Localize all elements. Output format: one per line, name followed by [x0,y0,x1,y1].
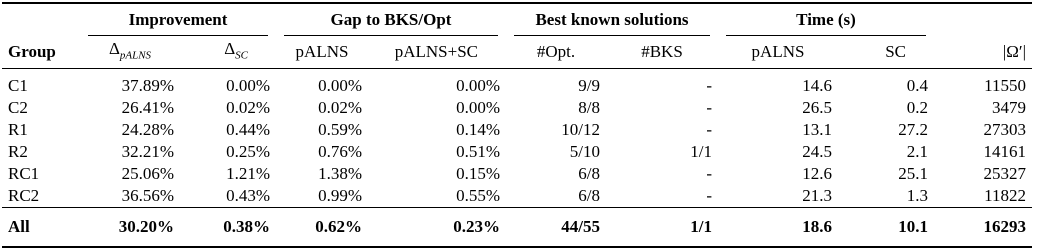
cell-delta-palns: 32.21% [121,142,174,162]
cell-time-sc: 1.3 [906,186,928,206]
cell-delta-palns: 36.56% [121,186,174,206]
cell-delta-sc: 0.00% [226,76,270,96]
gap-palns-sc-header: pALNS+SC [368,36,506,69]
time-palns-header: pALNS [718,36,838,69]
cell-time-palns: 24.5 [802,142,832,162]
cell-gap-palns-sc: 0.00% [456,76,500,96]
cell-group: C2 [8,98,28,118]
cell-gap-palns: 0.00% [318,76,362,96]
gap-palns-header: pALNS [276,36,368,69]
cell-omega: 14161 [983,142,1026,162]
time-sc-header: SC [838,36,934,69]
cell-delta-palns: 25.06% [121,164,174,184]
cell-bks: - [706,164,712,184]
cell-bks: 1/1 [606,208,718,248]
opt-header: #Opt. [506,36,606,69]
cell-group: C1 [8,76,28,96]
cell-group: R2 [8,142,28,162]
cell-bks: 1/1 [690,142,712,162]
cell-group: RC2 [8,186,40,206]
cell-bks: - [706,98,712,118]
gap-header: Gap to BKS/Opt [276,3,506,36]
cell-opt: 8/8 [578,98,600,118]
group-header-row [2,3,1032,36]
cell-time-sc: 0.4 [906,76,928,96]
cell-opt: 6/8 [578,186,600,206]
bks-header: #BKS [606,36,718,69]
cell-gap-palns-sc: 0.00% [456,98,500,118]
improvement-header: Improvement [80,3,276,36]
table-row [2,163,1032,185]
cell-time-palns: 26.5 [802,98,832,118]
group-column-header: Group [2,36,80,69]
cell-time-palns: 21.3 [802,186,832,206]
delta-palns-header: $\Delta_{pALNS}$ [80,36,180,69]
cell-time-palns: 12.6 [802,164,832,184]
cell-bks: - [706,186,712,206]
cell-gap-palns: 0.62% [276,208,368,248]
cell-opt: 5/10 [569,142,600,162]
cell-gap-palns: 0.02% [318,98,362,118]
cell-delta-palns: 37.89% [121,76,174,96]
cell-group: All [2,208,80,248]
cell-gap-palns-sc: 0.51% [456,142,500,162]
table-row [2,97,1032,119]
table-body [2,69,1032,208]
cell-time-palns: 18.6 [718,208,838,248]
omega-header: |Ω′| [934,36,1032,69]
table-row [2,69,1032,98]
cell-opt: 10/12 [561,120,600,140]
cell-omega: 25327 [983,164,1026,184]
cell-delta-palns: 24.28% [121,120,174,140]
cell-time-sc: 10.1 [838,208,934,248]
cell-gap-palns: 0.76% [318,142,362,162]
cell-opt: 44/55 [506,208,606,248]
cell-delta-palns: 30.20% [80,208,180,248]
cell-delta-sc: 0.25% [226,142,270,162]
cell-gap-palns: 0.59% [318,120,362,140]
cell-omega: 16293 [934,208,1032,248]
cell-delta-sc: 0.02% [226,98,270,118]
cell-omega: 3479 [992,98,1026,118]
cell-group: R1 [8,120,28,140]
table-row [2,185,1032,208]
cell-time-sc: 27.2 [898,120,928,140]
cell-omega: 27303 [983,120,1026,140]
cell-delta-sc: 0.38% [180,208,276,248]
cell-gap-palns-sc: 0.55% [456,186,500,206]
cell-bks: - [706,120,712,140]
cell-group: RC1 [8,164,40,184]
total-row [2,208,1032,248]
cell-time-palns: 14.6 [802,76,832,96]
cell-gap-palns-sc: 0.15% [456,164,500,184]
cell-time-sc: 2.1 [906,142,928,162]
cell-omega: 11822 [984,186,1026,206]
cell-gap-palns-sc: 0.23% [368,208,506,248]
cell-delta-sc: 1.21% [226,164,270,184]
time-header: Time (s) [718,3,934,36]
cell-time-sc: 25.1 [898,164,928,184]
cell-omega: 11550 [984,76,1026,96]
cell-opt: 6/8 [578,164,600,184]
cell-delta-sc: 0.44% [226,120,270,140]
best-known-header: Best known solutions [506,3,718,36]
cell-delta-sc: 0.43% [226,186,270,206]
table-row [2,141,1032,163]
cell-gap-palns: 1.38% [318,164,362,184]
cell-bks: - [706,76,712,96]
delta-sc-header: $\Delta_{SC}$ [180,36,276,69]
cell-delta-palns: 26.41% [121,98,174,118]
sub-header-row [2,36,1032,69]
table-row [2,119,1032,141]
cell-gap-palns: 0.99% [318,186,362,206]
cell-opt: 9/9 [578,76,600,96]
cell-gap-palns-sc: 0.14% [456,120,500,140]
cell-time-sc: 0.2 [906,98,928,118]
results-table [2,2,1032,248]
cell-time-palns: 13.1 [802,120,832,140]
